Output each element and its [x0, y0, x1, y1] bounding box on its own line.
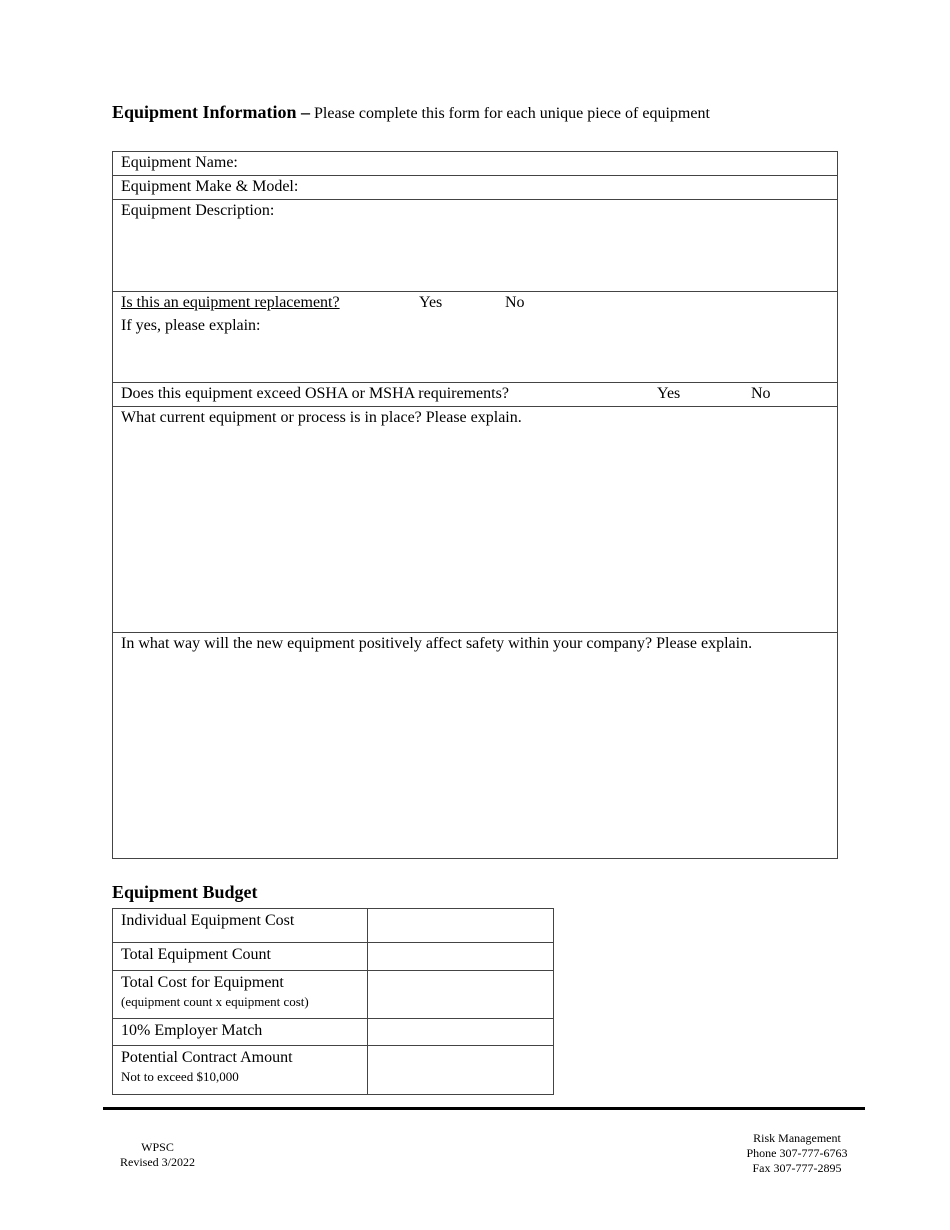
- budget-row: [113, 943, 554, 971]
- footer-right: [730, 1131, 864, 1176]
- budget-label-cell: [113, 971, 368, 1019]
- safety-impact-label: In what way will the new equipment positively affect safety within your company? Please explain.: [121, 635, 753, 652]
- budget-label-cell: [113, 909, 368, 943]
- replacement-explain-label: If yes, please explain:: [121, 317, 261, 334]
- footer-org: WPSC: [141, 1140, 174, 1154]
- budget-title: Equipment Budget: [112, 882, 258, 902]
- contract-amount-label: Potential Contract Amount: [121, 1049, 293, 1066]
- replacement-question: Is this an equipment replacement?: [121, 294, 340, 311]
- osha-yes-option[interactable]: Yes: [657, 385, 681, 402]
- individual-cost-input[interactable]: [368, 909, 554, 943]
- page-title: [112, 102, 710, 123]
- current-process-label: What current equipment or process is in place? Please explain.: [121, 409, 522, 426]
- footer-divider: [103, 1107, 865, 1110]
- budget-row: [113, 909, 554, 943]
- footer-department: Risk Management: [753, 1131, 841, 1145]
- equipment-name-row[interactable]: [113, 152, 837, 176]
- contract-amount-note: Not to exceed $10,000: [121, 1069, 239, 1084]
- equipment-info-table: [112, 151, 838, 859]
- total-cost-label: Total Cost for Equipment: [121, 974, 284, 991]
- budget-row: [113, 1019, 554, 1046]
- osha-question: Does this equipment exceed OSHA or MSHA requirements?: [121, 385, 509, 402]
- equipment-description-label: Equipment Description:: [121, 202, 275, 219]
- individual-cost-label: Individual Equipment Cost: [121, 912, 295, 929]
- employer-match-label: 10% Employer Match: [121, 1022, 263, 1039]
- equipment-count-input[interactable]: [368, 943, 554, 971]
- osha-row[interactable]: [113, 383, 837, 407]
- budget-row: [113, 971, 554, 1019]
- footer-left: [100, 1140, 215, 1170]
- replacement-row[interactable]: [113, 292, 837, 383]
- equipment-make-row[interactable]: [113, 176, 837, 200]
- footer-phone: Phone 307-777-6763: [746, 1146, 848, 1160]
- employer-match-input[interactable]: [368, 1019, 554, 1046]
- osha-no-option[interactable]: No: [751, 385, 771, 402]
- safety-impact-row[interactable]: [113, 633, 837, 858]
- equipment-make-label: Equipment Make & Model:: [121, 178, 299, 195]
- footer-revision: Revised 3/2022: [120, 1155, 195, 1169]
- contract-amount-input[interactable]: [368, 1046, 554, 1095]
- total-cost-note: (equipment count x equipment cost): [121, 994, 309, 1009]
- budget-table: [112, 908, 554, 1095]
- budget-label-cell: [113, 1046, 368, 1095]
- equipment-count-label: Total Equipment Count: [121, 946, 271, 963]
- total-cost-input[interactable]: [368, 971, 554, 1019]
- page-title-bold: Equipment Information –: [112, 102, 311, 122]
- page-title-rest: Please complete this form for each unique piece of equipment: [310, 105, 710, 122]
- budget-row: [113, 1046, 554, 1095]
- replacement-yes-option[interactable]: Yes: [419, 294, 443, 311]
- budget-label-cell: [113, 943, 368, 971]
- current-process-row[interactable]: [113, 407, 837, 633]
- budget-label-cell: [113, 1019, 368, 1046]
- equipment-name-label: Equipment Name:: [121, 154, 238, 171]
- equipment-description-row[interactable]: [113, 200, 837, 292]
- replacement-no-option[interactable]: No: [505, 294, 525, 311]
- footer-fax: Fax 307-777-2895: [752, 1161, 842, 1175]
